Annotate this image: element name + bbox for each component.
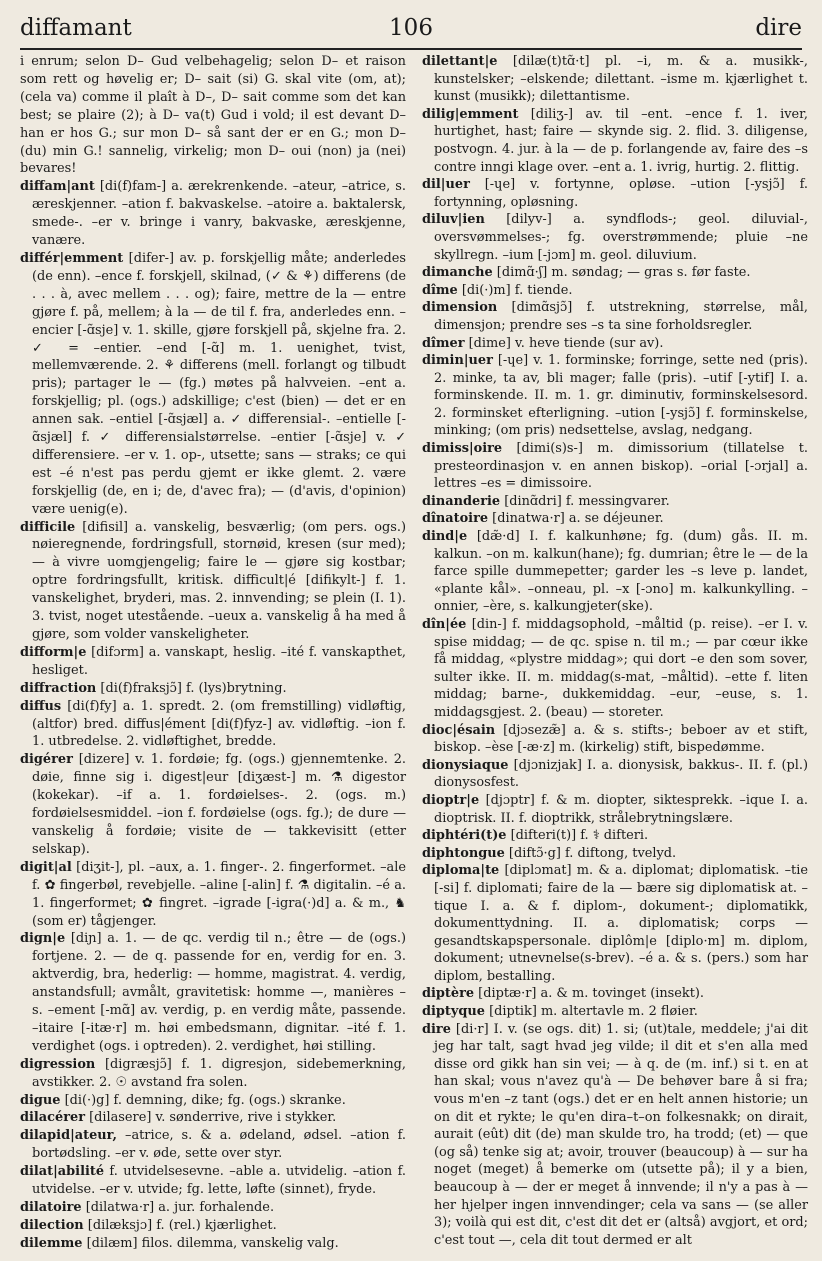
dictionary-entry: difform|e [difɔrm] a. vanskapt, heslig. –ité f. vanskapthet, hesliget. (20, 644, 406, 678)
dictionary-entry: dind|e [dæ̃·d] I. f. kalkunhøne; fg. (dum) gås. II. m. kalkun. –on m. kalkun(hane); fg. dumrian; être le — de la farce spille dummepetter; garder les –s leve p. landet, «plante kål». –onneau, pl. –x [-ɔno] m. kalkunkylling. –onnier, –ère, s. kalkungjeter(ske). (422, 529, 808, 615)
dictionary-entry: dilettant|e [dilæ(t)tɑ̃·t] pl. –i, m. & a. musikk-, kunstelsker; –elskende; dilettant. –isme m. kjærlighet t. kunst (musikk); dilettantisme. (422, 54, 808, 105)
dictionary-entry: dimension [dimɑ̃sjɔ̃] f. utstrekning, størrelse, mål, dimensjon; prendre ses –s ta sine forholdsregler. (422, 300, 808, 333)
right-column (422, 53, 808, 1249)
dictionary-entry: diluv|ien [dilyv-] a. syndflods-; geol. diluvial-, oversvømmelses-; fg. overstrømmende; pluie –ne skyllregn. –ium [-jɔm] m. geol. diluvium. (422, 212, 808, 263)
dictionary-entry: dilapid|ateur, –atrice, s. & a. ødeland, ødsel. –ation f. bortødsling. –er v. øde, sette over styr. (20, 1128, 406, 1162)
dictionary-entry: i enrum; selon D– Gud velbehagelig; selon D– et raison som rett og høvelig er; D– sait (si) G. skal vite (om, at); (cela va) comme il plaît à D–, D– sait comme som det kan best; se plaire (2); à D– va(t) Gud i vold; il est devant D– han er hos G.; sur mon D– så sant der er en G.; mon D– (du) min G.! sannelig, virkelig; mon D– oui (non) ja (nei) bevares! (20, 54, 406, 177)
page-header (20, 8, 802, 48)
dictionary-entry: diffam|ant [di(f)fam-] a. ærekrenkende. –ateur, –atrice, s. æreskjenner. –ation f. bakvaskelse. –atoire a. baktalersk, smede-. –er v. bringe i vanry, bakvaske, æreskjenne, vanære. (20, 179, 406, 249)
dictionary-entry: dilection [dilæksjɔ] f. (rel.) kjærlighet. (20, 1217, 277, 1233)
dictionary-entry: dioptr|e [djɔptr] f. & m. diopter, siktesprekk. –ique I. a. dioptrisk. II. f. dioptrikk, strålebrytningslære. (422, 792, 808, 826)
dictionary-entry: dil|uer [-ɥe] v. fortynne, opløse. –ution [-ysjɔ̃] f. fortynning, opløsning. (422, 177, 808, 210)
dictionary-entry: diffus [di(f)fy] a. 1. spredt. 2. (om fremstilling) vidløftig, (altfor) bred. diffus|ément [di(f)fyz-] av. vidløftig. –ion f. 1. utbredelse. 2. vidløftighet, bredde. (20, 698, 406, 750)
header-rule (20, 48, 802, 50)
dictionary-entry: diploma|te [diplɔmat] m. & a. diplomat; diplomatisk. –tie [-si] f. diplomati; faire de la — bære sig diplomatisk at. –tique I. a. & f. diplom-, dokument-; diplomatikk, dokumenttydning. II. a. diplomatisk; corps — gesandtskapspersonale. diplôm|e [diplo·m] m. diplom, dokument; utnevnelse(s-brev). –é a. & s. (pers.) som har diplom, bestalling. (422, 863, 808, 984)
dictionary-entry: dilig|emment [diliʒ-] av. til –ent. –ence f. 1. iver, hurtighet, hast; faire — skynde sig. 2. flid. 3. diligense, postvogn. 4. jur. à la — de p. forlangende av, faire des –s contre inngi klage over. –ent a. 1. ivrig, hurtig. 2. flittig. (422, 106, 808, 175)
dictionary-entry: dîme [di(·)m] f. tiende. (422, 282, 573, 298)
dictionary-entry: dionysiaque [djɔnizjak] I. a. dionysisk, bakkus-. II. f. (pl.) dionysosfest. (422, 757, 808, 791)
left-column (20, 53, 406, 1253)
dictionary-entry: dire [di·r] I. v. (se ogs. dit) 1. si; (ut)tale, meddele; j'ai dit jeg har talt, sagt hvad jeg vilde; il dit et s'en alla med disse ord gikk han sin vei; — à q. de (m. inf.) si t. en at han skal; vous n'avez qu'à — De behøver bare å si fra; vous m'en –z tant (ogs.) det er en helt annen historie; un on dit et rykte; le qu'en dira–t–on folkesnakk; on dirait, aurait (eût) dit (de) man skulde tro, ha trodd; (et) — que (og så) tenke sig at; avoir, trouver (beaucoup) à — sur ha noget (meget) å bemerke om (utsette på); il y a bien, beaucoup à — der er meget å innvende; il n'y a pas à — her hjelper ingen innvendinger; cela va sans — (se aller 3); voilà qui est dit, c'est dit det er (altså) avgjort, et ord; c'est tout —, cela dit tout dermed er alt (422, 1021, 808, 1248)
dictionary-entry: dilacérer [dilasere] v. sønderrive, rive i stykker. (20, 1110, 337, 1126)
dictionary-entry: digit|al [diʒit-], pl. –aux, a. 1. finger-. 2. fingerformet. –ale f. ✿ fingerbøl, revebjelle. –aline [-alin] f. ⚗ digitalin. –é a. 1. fingerformet; ✿ fingret. –igrade [-igra(·)d] a. & m., ♞ (som er) tågjenger. (20, 859, 406, 929)
dictionary-entry: dilatoire [dilatwa·r] a. jur. forhalende. (20, 1200, 275, 1215)
dictionary-entry: difficile [difisil] a. vanskelig, besværlig; (om pers. ogs.) nøieregnende, fordringsfull, stornøid, kresen (sur med); — à vivre uomgjengelig; faire le — gjøre sig kostbar; optre fordringsfullt, kritisk. difficult|é [difikylt-] f. 1. vanskelighet, bryderi, mas. 2. innvending; se plein (I. 1). 3. tvist, noget utestående. –ueux a. vanskelig å ha med å gjøre, som volder vanskeligheter. (20, 519, 406, 642)
guide-word-right: dire (755, 15, 802, 41)
page-number: 106 (389, 15, 433, 41)
dictionary-entry: dign|e [diɲ] a. 1. — de qc. verdig til n.; être — de (ogs.) fortjene. 2. — de q. passende for en, verdig for en. 3. aktverdig, bra, hederlig: — homme, magistrat. 4. verdig, anstandsfull; avmålt, gravitetisk: homme —, manières –s. –ement [-mɑ̃] av. verdig, p. en verdig måte, passende. –itaire [-itæ·r] m. høi embedsmann, dignitar. –ité f. 1. verdighet (ogs. i optreden). 2. verdighet, høi stilling. (20, 931, 406, 1054)
dictionary-entry: dilemme [dilæm] filos. dilemma, vanskelig valg. (20, 1235, 339, 1251)
dictionary-entry: dînatoire [dinatwa·r] a. se déjeuner. (422, 511, 664, 527)
dictionary-entry: dîmer [dime] v. heve tiende (sur av). (422, 335, 664, 351)
dictionary-entry: diptyque [diptik] m. altertavle m. 2 fløier. (422, 1004, 698, 1020)
dictionary-entry: dimanche [dimɑ̃·ʃ] m. søndag; — gras s. før faste. (422, 265, 751, 281)
dictionary-entry: diffraction [di(f)fraksjɔ̃] f. (lys)brytning. (20, 680, 287, 696)
dictionary-entry: diptère [diptæ·r] a. & m. tovinget (insekt). (422, 986, 705, 1002)
dictionary-entry: diphtongue [diftɔ̃·g] f. diftong, tvelyd. (422, 845, 677, 861)
dictionary-entry: différ|emment [difer-] av. p. forskjellig måte; anderledes (de enn). –ence f. forskjell, skilnad, (✓ & ⚘) differens (de . . . à, avec mellem . . . og); faire, mettre de la — entre gjøre f. på, mellem; à la — de til f. fra, anderledes enn. –encier [-ɑ̃sje] v. 1. skille, gjøre forskjell på, skjelne fra. 2. ✓ = –entier. –end [-ɑ̃] m. 1. uenighet, tvist, mellemværende. 2. ⚘ differens (mell. forlangt og tilbudt pris); partager le — (fg.) møtes på halvveien. –ent a. forskjellig; pl. (ogs.) adskillige; c'est (bien) — det er en annen sak. –entiel [-ɑ̃sjæl] a. ✓ differensial-. –entielle [-ɑ̃sjæl] f. ✓ differensialstørrelse. –entier [-ɑ̃sje] v. ✓ differensiere. –er v. 1. op-, utsette; sans — straks; ce qui est –é n'est pas perdu gjemt er ikke glemt. 2. være forskjellig (de, en i; de, d'avec fra); — (d'avis, d'opinion) være uenig(e). (20, 250, 406, 517)
dictionary-entry: digue [di(·)g] f. demning, dike; fg. (ogs.) skranke. (20, 1092, 346, 1108)
dictionary-entry: dimin|uer [-ɥe] v. 1. forminske; forringe, sette ned (pris). 2. minke, ta av, bli mager; falle (pris). –utif [-ytif] I. a. forminskende. II. m. 1. gr. diminutiv, forminskelsesord. 2. forminsket efterligning. –ution [-ysjɔ̃] f. forminskelse, minking; (om pris) nedsettelse, avslag, nedgang. (422, 353, 808, 439)
dictionary-entry: dinanderie [dinɑ̃dri] f. messingvarer. (422, 493, 670, 509)
dictionary-entry: digérer [dizere] v. 1. fordøie; fg. (ogs.) gjennemtenke. 2. døie, finne sig i. digest|eur [diʒæst-] m. ⚗ digestor (kokekar). –if a. 1. fordøielses-. 2. (ogs. m.) fordøielsesmiddel. –ion f. fordøielse (ogs. fg.); de dure — vanskelig å fordøie; visite de — takkevisitt (etter selskap). (20, 752, 406, 857)
dictionary-entry: dîn|ée [din-] f. middagsophold, –måltid (p. reise). –er I. v. spise middag; — de qc. spise n. til m.; — par cœur ikke få middag, «plystre middag»; qui dort –e den som sover, sulter ikke. II. m. middag(s-mat, –måltid). –ette f. liten middag; barne-, dukkemiddag. –eur, –euse, s. 1. middagsgjest. 2. (beau) — storeter. (422, 617, 808, 720)
guide-word-left: diffamant (20, 15, 132, 41)
dictionary-entry: dioc|ésain [djɔsezæ̃] a. & s. stifts-; beboer av et stift, biskop. –èse [-æ·z] m. (kirkelig) stift, bispedømme. (422, 722, 808, 756)
dictionary-entry: digression [digræsjɔ̃] f. 1. digresjon, sidebemerkning, avstikker. 2. ☉ avstand fra solen. (20, 1056, 406, 1090)
dictionary-entry: dilat|abilité f. utvidelsesevne. –able a. utvidelig. –ation f. utvidelse. –er v. utvide; fg. lette, løfte (sinnet), fryde. (20, 1164, 406, 1198)
dictionary-entry: dimiss|oire [dimi(s)s-] m. dimissorium (tillatelse t. presteordinasjon v. en annen biskop). –orial [-ɔrjal] a. lettres –es = dimissoire. (422, 441, 808, 492)
dictionary-entry: diphtéri(t)e [difteri(t)] f. ⚕ difteri. (422, 828, 649, 844)
